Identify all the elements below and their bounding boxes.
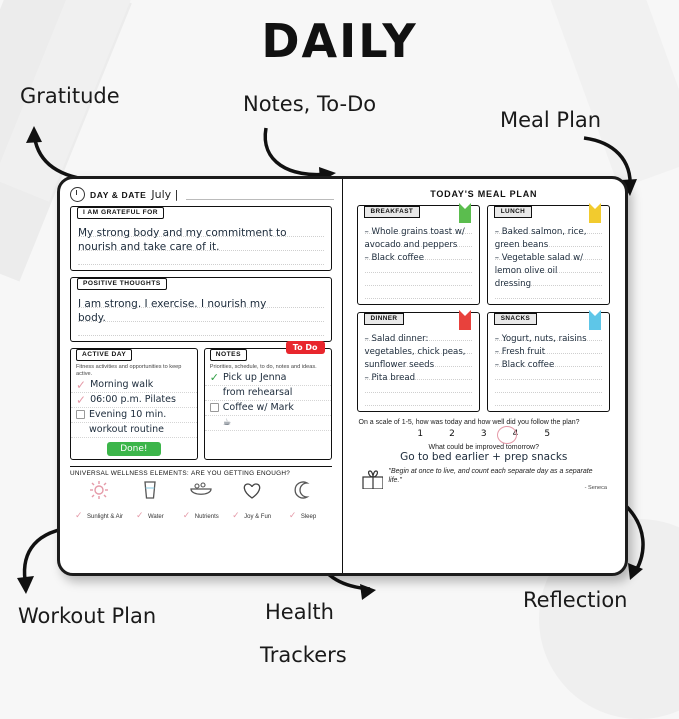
check-icon: ✓ — [76, 392, 87, 407]
wellness-item-sleep[interactable] — [278, 480, 328, 523]
day-date-value[interactable]: July | — [151, 188, 179, 201]
wellness-title-main: UNIVERSAL WELLNESS ELEMENTS: — [70, 469, 189, 477]
meal-cards-grid — [351, 205, 618, 412]
active-day-note: Fitness activities and opportunities to keep active. — [76, 364, 182, 377]
active-day-header: ACTIVE DAY — [76, 349, 132, 361]
meal-line: – Fresh fruit — [494, 347, 546, 357]
gratitude-line-1: My strong body and my commitment to — [78, 227, 287, 239]
bookmark-flag-icon — [589, 310, 601, 330]
moon-icon — [292, 480, 314, 500]
sun-icon — [88, 480, 110, 500]
meal-line: – Yogurt, nuts, raisins — [494, 334, 587, 344]
meal-card-snacks — [487, 312, 610, 412]
meal-line: – Pita bread — [364, 373, 416, 383]
wellness-label: Water — [147, 513, 164, 520]
scale-selection-circle — [497, 426, 517, 444]
check-icon: ✓ — [232, 509, 240, 520]
notes-header: NOTES — [210, 349, 247, 361]
positive-line-1: I am strong. I exercise. I nourish my — [78, 298, 267, 310]
water-glass-icon — [142, 480, 158, 500]
bookmark-flag-icon — [459, 310, 471, 330]
wellness-label: Sleep — [300, 513, 317, 520]
scale-value[interactable]: 1 — [417, 429, 424, 439]
meal-line: lemon olive oil — [494, 266, 558, 276]
wellness-subtitle: ARE YOU GETTING ENOUGH? — [191, 469, 291, 477]
meal-card-lines[interactable] — [358, 328, 479, 406]
meal-card-header: SNACKS — [494, 313, 537, 325]
active-day-item-label: workout routine — [89, 424, 164, 436]
wellness-label: Nutrients — [194, 513, 219, 520]
gift-box-icon — [361, 469, 383, 489]
improve-question: What could be improved tomorrow? — [428, 444, 539, 451]
gratitude-body[interactable] — [71, 223, 331, 270]
callout-health: Health — [265, 600, 334, 624]
coffee-cup-icon: ☕ — [222, 417, 232, 429]
bookmark-flag-icon — [459, 203, 471, 223]
quote-section — [351, 463, 618, 491]
meal-line: dressing — [494, 279, 532, 289]
callout-gratitude: Gratitude — [20, 84, 120, 108]
active-and-notes-row — [70, 343, 332, 460]
active-day-item-label: 06:00 p.m. Pilates — [90, 394, 176, 406]
active-day-item[interactable] — [71, 378, 197, 393]
meal-card-lines[interactable] — [488, 221, 609, 299]
quote-text: "Begin at once to live, and count each separate day as a separate life." — [388, 468, 593, 484]
wellness-item-water[interactable] — [125, 480, 175, 523]
improve-answer[interactable]: Go to bed earlier + prep snacks — [400, 451, 568, 463]
notes-item-label: from rehearsal — [222, 387, 293, 399]
check-icon: ✓ — [288, 509, 297, 520]
meal-line: – Vegetable salad w/ — [494, 253, 584, 263]
positive-thoughts-header: POSITIVE THOUGHTS — [77, 278, 167, 290]
notes-item-label: Coffee w/ Mark — [222, 402, 294, 414]
active-day-item[interactable] — [71, 393, 197, 408]
meal-card-dinner — [357, 312, 480, 412]
planner-left-page — [60, 179, 343, 573]
meal-plan-title: TODAY'S MEAL PLAN — [430, 189, 538, 199]
scale-value[interactable]: 3 — [480, 429, 487, 439]
wellness-label: Joy & Fun — [244, 513, 272, 520]
day-date-label: DAY & DATE — [90, 189, 147, 200]
todo-badge: To Do — [286, 341, 325, 354]
bowl-icon — [188, 480, 214, 500]
active-day-block — [70, 348, 198, 460]
wellness-icons — [70, 477, 332, 523]
check-icon: ✓ — [76, 377, 87, 392]
wellness-title — [70, 470, 332, 477]
checkbox[interactable] — [210, 403, 219, 412]
bookmark-flag-icon — [589, 203, 601, 223]
scale-row[interactable] — [351, 429, 618, 439]
meal-card-lines[interactable] — [488, 328, 609, 406]
gratitude-line-2: nourish and take care of it. — [78, 241, 220, 253]
notes-item[interactable] — [205, 431, 331, 445]
callout-reflection: Reflection — [523, 588, 628, 612]
meal-card-header: BREAKFAST — [364, 206, 421, 218]
active-day-item-label: Evening 10 min. — [89, 409, 167, 421]
meal-line: – Baked salmon, rice, — [494, 227, 587, 237]
notes-item[interactable] — [205, 386, 331, 401]
scale-value-selected[interactable]: 4 — [512, 429, 519, 439]
meal-card-breakfast — [357, 205, 480, 305]
meal-line: vegetables, chick peas, — [364, 347, 466, 357]
wellness-label: Sunlight & Air — [86, 513, 124, 520]
positive-thoughts-body[interactable] — [71, 294, 331, 341]
active-day-item[interactable] — [71, 423, 197, 438]
planner-device — [57, 176, 628, 576]
meal-line: green beans — [494, 240, 549, 250]
wellness-item-joy[interactable] — [227, 480, 277, 523]
meal-line: – Whole grains toast w/ — [364, 227, 465, 237]
gratitude-block — [70, 206, 332, 271]
planner-right-page — [343, 179, 626, 573]
day-date-line[interactable] — [186, 189, 333, 200]
callout-meal-plan: Meal Plan — [500, 108, 602, 132]
clock-icon — [70, 187, 85, 202]
meal-card-header: DINNER — [364, 313, 405, 325]
page-title: DAILY — [261, 14, 418, 68]
notes-item[interactable] — [205, 416, 331, 431]
active-day-item[interactable] — [71, 408, 197, 423]
notes-block — [204, 343, 332, 460]
callout-trackers: Trackers — [260, 643, 347, 667]
wellness-section — [70, 466, 332, 523]
gratitude-header: I AM GRATEFUL FOR — [77, 207, 164, 219]
heart-icon — [240, 480, 264, 500]
check-icon: ✓ — [74, 509, 83, 520]
wellness-item-sunlight[interactable] — [74, 480, 124, 523]
quote-author: - Seneca — [584, 485, 607, 491]
meal-card-lunch — [487, 205, 610, 305]
scale-question: On a scale of 1-5, how was today and how well did you follow the plan? — [358, 419, 580, 426]
meal-line: – Salad dinner: — [364, 334, 429, 344]
wellness-item-nutrients[interactable] — [176, 480, 226, 523]
meal-line: – Black coffee — [364, 253, 424, 263]
notes-note: Priorities, schedule, to do, notes and ideas. — [209, 364, 317, 370]
positive-thoughts-block — [70, 277, 332, 342]
notes-item[interactable] — [205, 371, 331, 386]
callout-notes-todo: Notes, To-Do — [243, 92, 377, 116]
meal-card-lines[interactable] — [358, 221, 479, 299]
done-button[interactable]: Done! — [107, 442, 161, 456]
meal-line: sunflower seeds — [364, 360, 435, 370]
meal-line: – Black coffee — [494, 360, 555, 370]
scale-value[interactable]: 5 — [544, 429, 551, 439]
positive-line-2: body. — [78, 312, 106, 324]
meal-line: avocado and peppers — [364, 240, 458, 250]
check-icon: ✓ — [209, 371, 219, 384]
scale-value[interactable]: 2 — [449, 429, 455, 439]
check-icon: ✓ — [182, 509, 191, 520]
day-and-date-row — [70, 187, 334, 202]
notes-item[interactable] — [205, 401, 331, 416]
meal-card-header: LUNCH — [494, 206, 532, 218]
callout-workout-plan: Workout Plan — [18, 604, 157, 628]
checkbox[interactable] — [76, 410, 85, 419]
notes-item-label: Pick up Jenna — [222, 372, 287, 384]
active-day-item-label: Morning walk — [90, 379, 154, 391]
check-icon: ✓ — [135, 509, 144, 520]
